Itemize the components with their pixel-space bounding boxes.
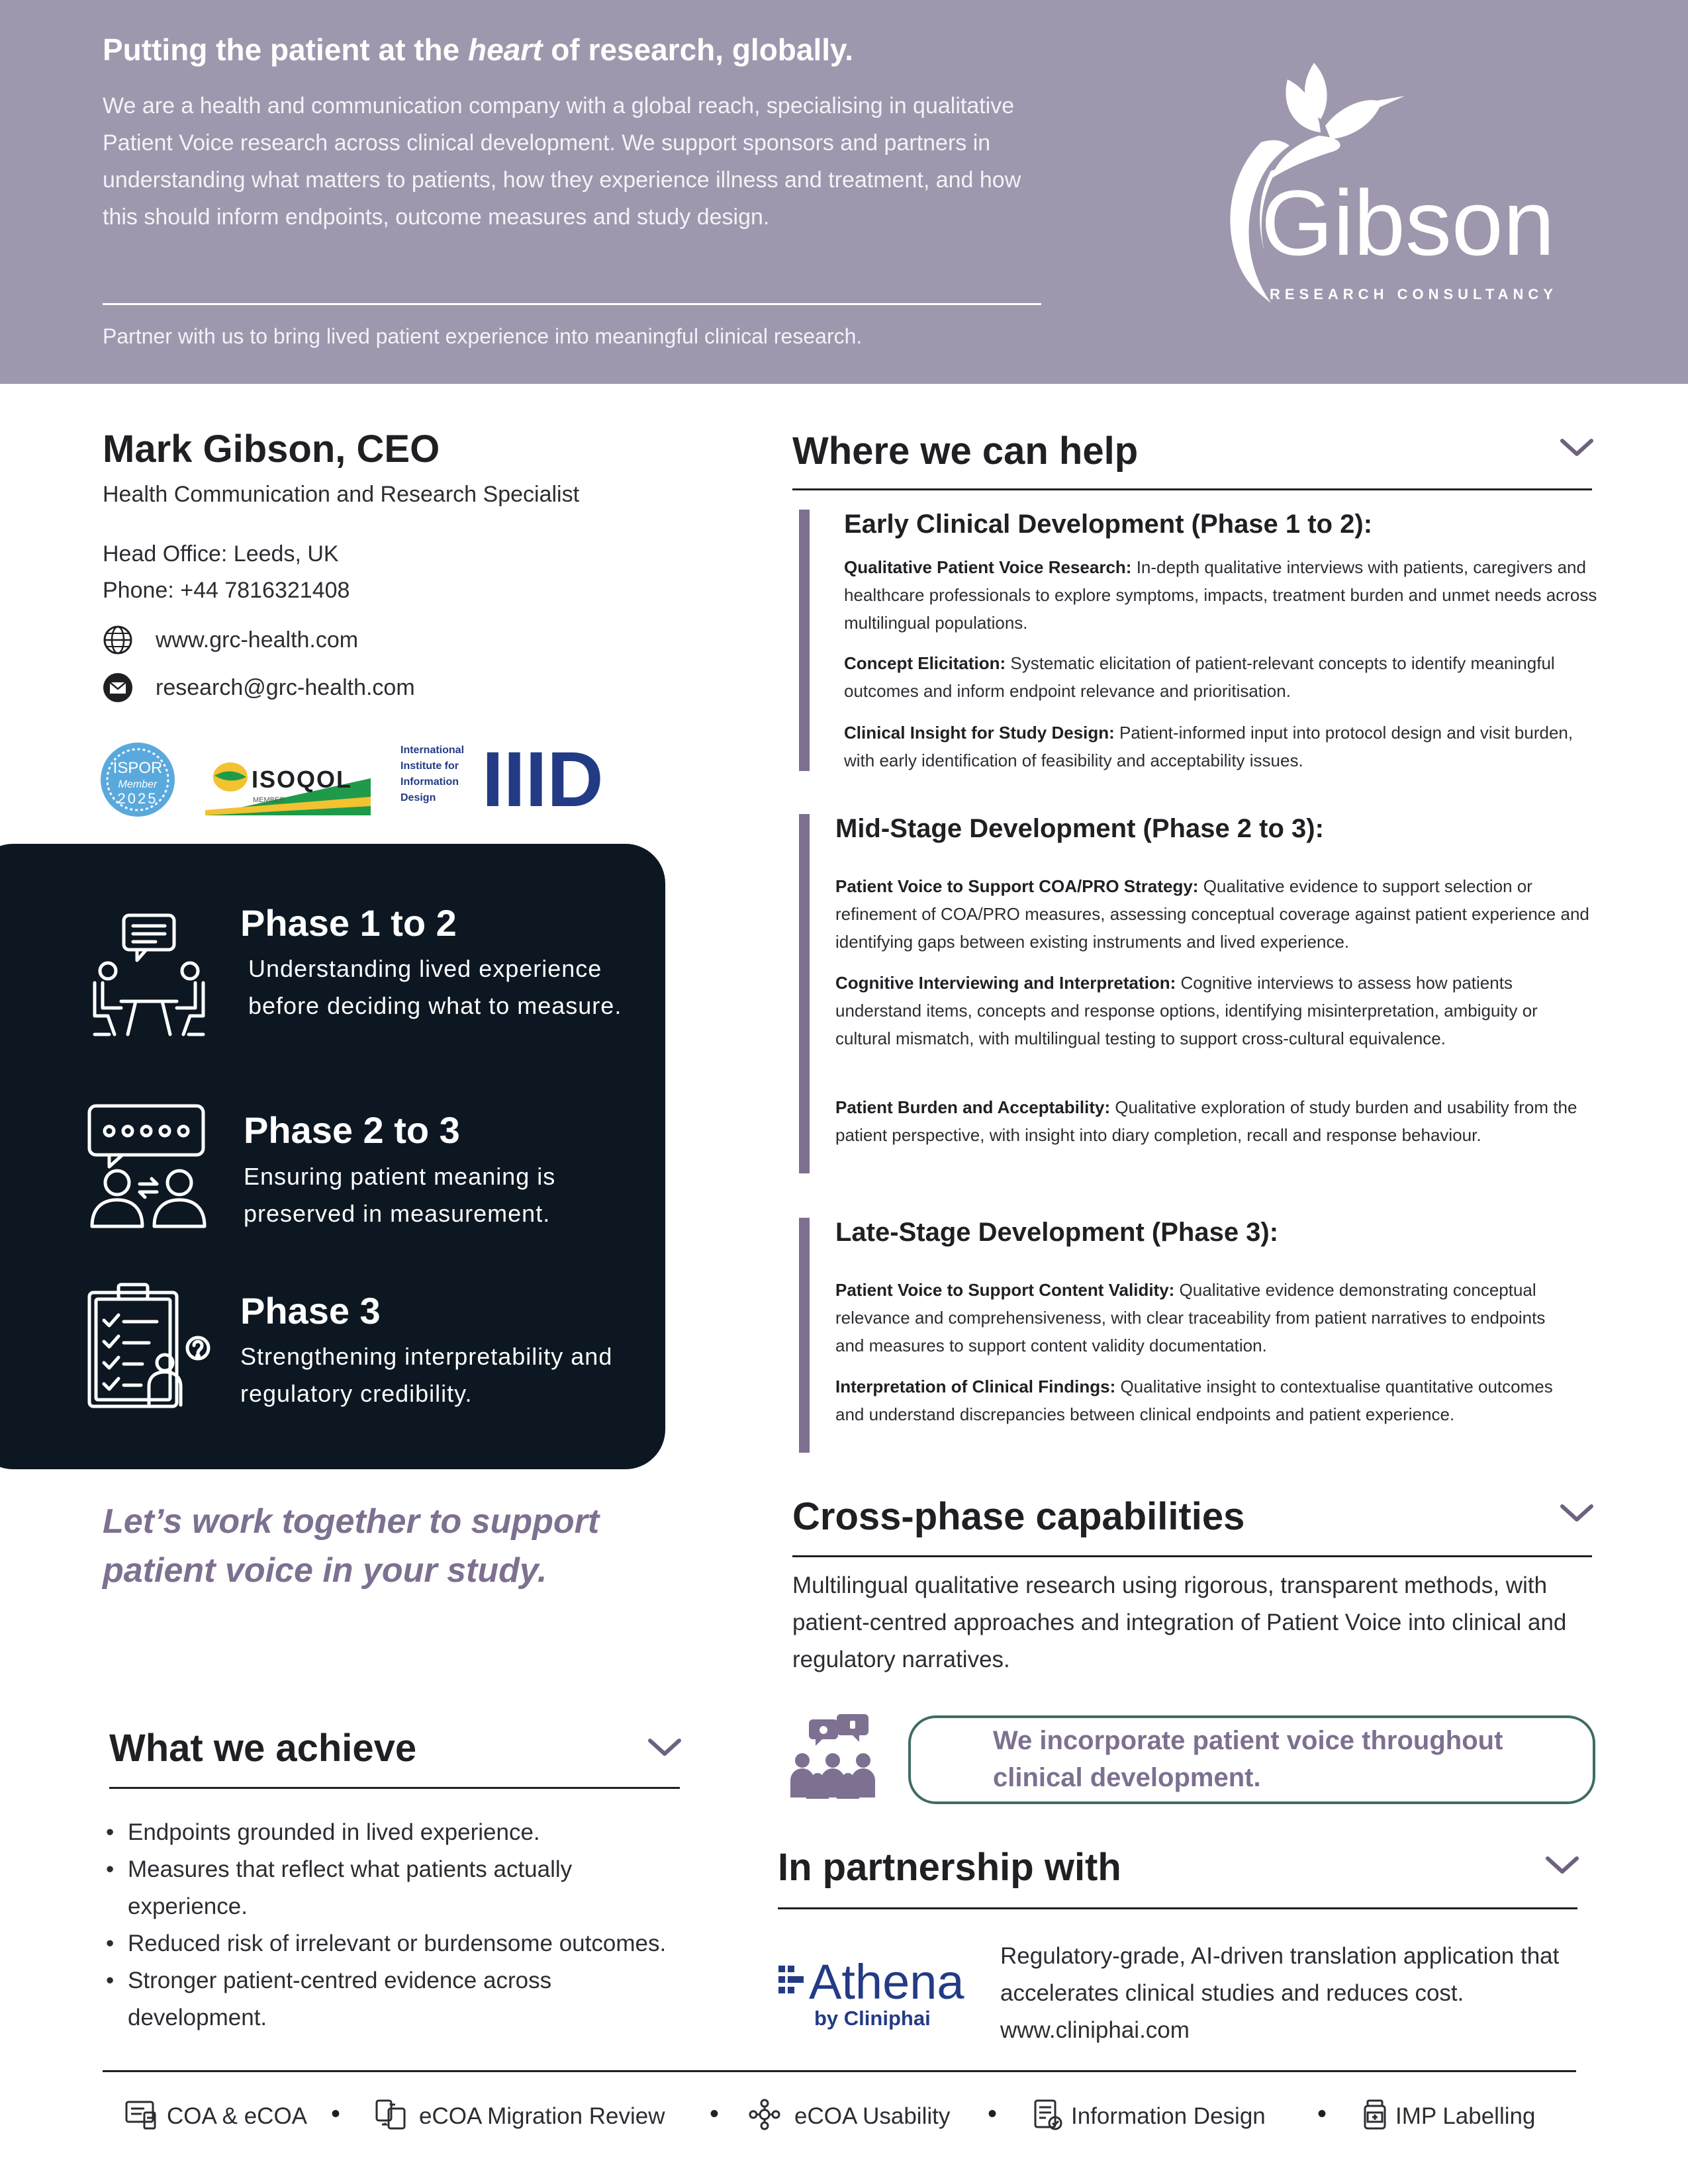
cross-phase-text: Multilingual qualitative research using rigorous, transparent methods, with patient-centred approaches and integration of Patient Voice into clinical and regulatory narratives. bbox=[792, 1572, 1567, 1672]
partnership-url[interactable]: www.cliniphai.com bbox=[1000, 2017, 1190, 2043]
hero-cta-text: Partner with us to bring lived patient experience into meaningful clinical research. bbox=[103, 324, 863, 348]
ceo-name: Mark Gibson, CEO bbox=[103, 428, 440, 471]
phase-2-text: Ensuring patient meaning is preserved in measurement. bbox=[244, 1163, 556, 1227]
stage-2-item-2: Cognitive Interviewing and Interpretation: Cognitive interviews to assess how patients understand items, concepts and response options, identifying misinterpretation, ambiguity or cultural mismatch, with multilingual testing to support cross-cultural equivalence. bbox=[835, 973, 1538, 1048]
phase-3-title: Phase 3 bbox=[240, 1290, 381, 1332]
stage-2-item-1: Patient Voice to Support COA/PRO Strategy: Qualitative evidence to support selection or refinement of COA/PRO measures, assessing conceptual coverage against patient experience and identifying gaps between existing instruments and lived experience. bbox=[835, 876, 1589, 952]
chevron-down-icon[interactable] bbox=[647, 1738, 682, 1758]
help-divider bbox=[792, 488, 1592, 490]
document-check-icon bbox=[1031, 2098, 1064, 2131]
athena-mark-icon bbox=[778, 1966, 804, 1993]
hero-title: Putting the patient at the heart of research, globally. bbox=[103, 32, 853, 67]
partnership-text: Regulatory-grade, AI-driven translation application that accelerates clinical studies and reduces cost. bbox=[1000, 1943, 1560, 2006]
chevron-down-icon[interactable] bbox=[1560, 438, 1594, 458]
website-link[interactable]: www.grc-health.com bbox=[156, 627, 359, 653]
stage-accent-bar bbox=[799, 814, 810, 1173]
phase-1-text: Understanding lived experience before deciding what to measure. bbox=[248, 955, 622, 1019]
footer-separator: • bbox=[331, 2099, 341, 2128]
head-office: Head Office: Leeds, UK bbox=[103, 541, 339, 567]
footer-service-usability: eCOA Usability bbox=[794, 2103, 951, 2129]
achieve-bullet: • bbox=[106, 1931, 115, 1956]
stage-accent-bar bbox=[799, 510, 810, 771]
survey-exchange-icon bbox=[83, 1102, 215, 1234]
isoqol-badge bbox=[205, 762, 371, 815]
svg-text:Information: Information bbox=[400, 776, 459, 788]
hero-description: We are a health and communication company with a global reach, specialising in qualitative Patient Voice research across clinical development. We support sponsors and partners in understanding what matters to patients, how they experience illness and treatment, and how this should inform endpoints, outcome measures and study design. bbox=[103, 93, 1021, 230]
phase-3-text: Strengthening interpretability and regulatory credibility. bbox=[240, 1343, 613, 1407]
achieve-divider bbox=[109, 1787, 680, 1789]
conversation-icon bbox=[83, 910, 215, 1042]
iiid-badge bbox=[400, 736, 604, 823]
help-heading: Where we can help bbox=[792, 430, 1139, 473]
svg-text:International: International bbox=[400, 745, 465, 756]
logo-subtitle: RESEARCH CONSULTANCY bbox=[1270, 286, 1558, 302]
hero-divider bbox=[103, 303, 1041, 305]
footer-separator: • bbox=[1317, 2099, 1327, 2128]
ispor-badge bbox=[101, 743, 175, 817]
svg-text:Athena: Athena bbox=[809, 1954, 964, 2009]
email-link[interactable]: research@grc-health.com bbox=[156, 675, 415, 700]
achieve-bullet: • bbox=[106, 1819, 115, 1845]
svg-text:2025: 2025 bbox=[117, 790, 158, 807]
membership-badges bbox=[99, 733, 616, 826]
svg-text:Institute for: Institute for bbox=[400, 760, 459, 772]
achieve-item-2: Measures that reflect what patients actually experience. bbox=[128, 1856, 573, 1919]
phase-2-title: Phase 2 to 3 bbox=[244, 1109, 460, 1151]
footer-service-information-design: Information Design bbox=[1071, 2103, 1266, 2129]
stage-accent-bar bbox=[799, 1218, 810, 1453]
footer-separator: • bbox=[988, 2099, 998, 2128]
svg-text:by Cliniphai: by Cliniphai bbox=[814, 2007, 931, 2030]
gibson-logo bbox=[1172, 53, 1582, 344]
stage-3-item-2: Interpretation of Clinical Findings: Qualitative insight to contextualise quantitative outcomes and understand discrepancies between clinical endpoints and patient experience. bbox=[835, 1377, 1553, 1424]
cross-phase-divider bbox=[792, 1555, 1592, 1557]
svg-text:ISOQOL: ISOQOL bbox=[252, 766, 353, 793]
migration-devices-icon bbox=[374, 2098, 407, 2131]
achieve-heading: What we achieve bbox=[109, 1727, 417, 1770]
usability-people-icon bbox=[748, 2098, 781, 2131]
stage-1-item-3: Clinical Insight for Study Design: Patient-informed input into protocol design and visit burden, with early identification of feasibility and acceptability issues. bbox=[844, 723, 1573, 770]
stage-1-item-1: Qualitative Patient Voice Research: In-depth qualitative interviews with patients, caregivers and healthcare professionals to explore symptoms, impacts, treatment burden and unmet needs across multilingual populations. bbox=[844, 557, 1597, 633]
stage-1-title: Early Clinical Development (Phase 1 to 2): bbox=[844, 510, 1373, 539]
svg-text:ISPOR: ISPOR bbox=[113, 759, 163, 777]
stage-3-item-1: Patient Voice to Support Content Validity: Qualitative evidence demonstrating conceptual relevance and comprehensiveness, with clear traceability from patient narratives to endpoints and measures to support content validity documentation. bbox=[835, 1280, 1546, 1355]
achieve-bullet: • bbox=[106, 1856, 115, 1882]
footer-service-migration: eCOA Migration Review bbox=[419, 2103, 665, 2129]
checklist-icon bbox=[83, 1281, 215, 1413]
stage-3-title: Late-Stage Development (Phase 3): bbox=[835, 1218, 1279, 1247]
stage-2-title: Mid-Stage Development (Phase 2 to 3): bbox=[835, 814, 1324, 843]
device-questionnaire-icon bbox=[124, 2098, 158, 2131]
logo-wordmark: Gibson bbox=[1261, 171, 1555, 275]
partnership-heading: In partnership with bbox=[778, 1846, 1121, 1889]
athena-logo bbox=[776, 1951, 988, 2037]
partnership-divider bbox=[778, 1907, 1577, 1909]
callout-text: We incorporate patient voice throughout clinical development. bbox=[993, 1726, 1503, 1792]
achieve-item-3: Reduced risk of irrelevant or burdensome outcomes. bbox=[128, 1931, 667, 1956]
email-icon bbox=[103, 672, 133, 703]
patient-group-icon bbox=[786, 1713, 879, 1800]
globe-icon bbox=[103, 625, 133, 655]
footer-separator: • bbox=[710, 2099, 720, 2128]
svg-text:MEMBER: MEMBER bbox=[253, 796, 285, 804]
svg-text:Design: Design bbox=[400, 792, 436, 803]
achieve-item-4: Stronger patient-centred evidence across development. bbox=[128, 1968, 552, 2030]
cross-phase-heading: Cross-phase capabilities bbox=[792, 1495, 1245, 1538]
svg-text:IIID: IIID bbox=[482, 736, 604, 823]
achieve-bullet: • bbox=[106, 1968, 115, 1993]
footer-service-imp-labelling: IMP Labelling bbox=[1395, 2103, 1536, 2129]
footer-divider bbox=[103, 2070, 1576, 2072]
chevron-down-icon[interactable] bbox=[1545, 1856, 1579, 1876]
stage-2-item-3: Patient Burden and Acceptability: Qualitative exploration of study burden and usability from the patient perspective, with insight into diary completion, recall and response behaviour. bbox=[835, 1097, 1577, 1145]
phase-1-title: Phase 1 to 2 bbox=[240, 902, 457, 944]
ceo-role: Health Communication and Research Specialist bbox=[103, 482, 580, 507]
medicine-bottle-icon bbox=[1358, 2098, 1391, 2131]
svg-text:Member: Member bbox=[118, 779, 158, 790]
chevron-down-icon[interactable] bbox=[1560, 1504, 1594, 1524]
phone-number: Phone: +44 7816321408 bbox=[103, 578, 350, 603]
stage-1-item-2: Concept Elicitation: Systematic elicitation of patient-relevant concepts to identify meaningful outcomes and inform endpoint relevance and prioritisation. bbox=[844, 653, 1555, 701]
footer-service-coa: COA & eCOA bbox=[167, 2103, 308, 2129]
achieve-item-1: Endpoints grounded in lived experience. bbox=[128, 1819, 540, 1845]
tagline: Let’s work together to support patient voice in your study. bbox=[103, 1502, 600, 1590]
